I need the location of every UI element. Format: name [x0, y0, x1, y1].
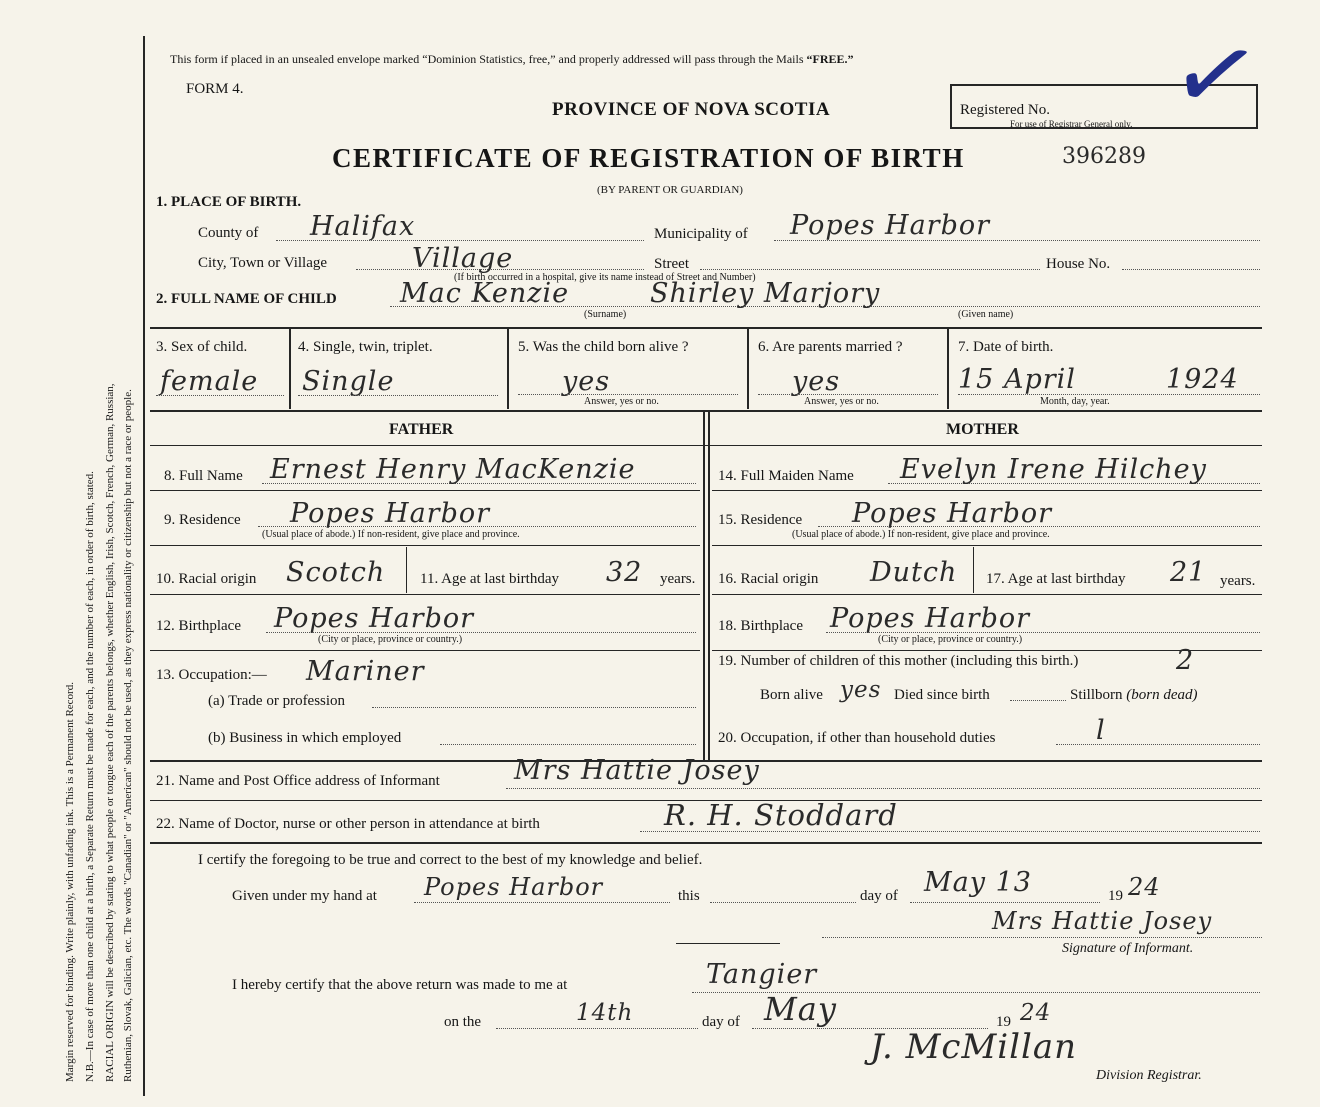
certificate-subtitle: (BY PARENT OR GUARDIAN): [597, 184, 743, 196]
margin-note-multiple-births: N.B.—In case of more than one child at a birth, a Separate Return must be made for each, and the number of each, in order of birth, stated.: [84, 471, 96, 1082]
doctor-value: R. H. Stoddard: [664, 798, 898, 832]
married-caption: Answer, yes or no.: [804, 396, 879, 407]
registered-note: For use of Registrar General only.: [1010, 119, 1133, 129]
mail-notice: This form if placed in an unsealed envelope marked “Dominion Statistics, free,” and properly addressed will pass through the Mails “FREE.”: [170, 52, 854, 66]
dob-year: 1924: [1166, 364, 1239, 395]
mother-rule-1: [712, 490, 1262, 491]
city-value: Village: [412, 243, 514, 274]
registrar-statement: I hereby certify that the above return was made to me at: [232, 977, 568, 993]
county-label: County of: [198, 225, 259, 241]
divider-2: [150, 410, 1262, 412]
mother-birthplace-label: 18. Birthplace: [718, 618, 803, 634]
father-heading: FATHER: [389, 421, 454, 438]
alive-caption: Answer, yes or no.: [584, 396, 659, 407]
father-occupation-value: Mariner: [306, 656, 425, 687]
mother-age-value: 21: [1170, 557, 1207, 588]
col-divider-1: [289, 329, 291, 409]
certificate-title: CERTIFICATE OF REGISTRATION OF BIRTH: [332, 143, 965, 173]
divider-1: [150, 327, 1262, 329]
father-birthplace-label: 12. Birthplace: [156, 618, 241, 634]
city-label: City, Town or Village: [198, 255, 328, 271]
form-number: FORM 4.: [186, 81, 244, 97]
sex-value: female: [160, 366, 259, 397]
col-divider-3: [747, 329, 749, 409]
registrar-year-prefix: 19: [996, 1014, 1011, 1030]
dob-value: 15 April: [958, 364, 1076, 395]
married-line: [758, 394, 938, 395]
registered-number-value: 396289: [1062, 144, 1146, 169]
col-divider-2: [507, 329, 509, 409]
father-name-label: 8. Full Name: [164, 468, 243, 484]
province-heading: PROVINCE OF NOVA SCOTIA: [552, 99, 831, 120]
father-racial-value: Scotch: [286, 557, 386, 588]
father-name-value: Ernest Henry MacKenzie: [270, 454, 636, 485]
mother-occupation-label: 20. Occupation, if other than household duties: [718, 730, 996, 746]
father-racial-label: 10. Racial origin: [156, 571, 257, 587]
plurality-label: 4. Single, twin, triplet.: [298, 339, 433, 355]
divider-4: [150, 842, 1262, 844]
father-rule-1: [150, 490, 700, 491]
mother-occupation-value: l: [1096, 715, 1106, 746]
father-rule-2: [150, 545, 700, 546]
margin-note-racial-origin: RACIAL ORIGIN will be described by stating to what people or tongue each of the parents belongs, whether English, Irish, Scotch, French, German, Russian,: [104, 383, 116, 1082]
surname-caption: (Surname): [584, 309, 627, 320]
father-business-line: [440, 744, 696, 745]
day-of-value: May 13: [924, 867, 1032, 898]
born-alive-label: Born alive: [760, 687, 823, 703]
plurality-value: Single: [302, 366, 395, 397]
this-label: this: [678, 888, 700, 904]
mother-children-value: 2: [1176, 645, 1195, 676]
sex-label: 3. Sex of child.: [156, 339, 248, 355]
mother-birthplace-value: Popes Harbor: [830, 603, 1031, 634]
father-residence-caption: (Usual place of abode.) If non-resident, give place and province.: [262, 529, 520, 540]
child-name-label: 2. FULL NAME OF CHILD: [156, 291, 337, 307]
margin-note-binding: Margin reserved for binding. Write plainly, with unfading ink. This is a Permanent Record.: [64, 682, 76, 1082]
mother-heading: MOTHER: [946, 421, 1019, 438]
year-prefix: 19: [1108, 888, 1123, 904]
father-age-unit: years.: [660, 571, 696, 587]
father-racial-divider: [406, 547, 407, 593]
on-the-line: [496, 1028, 698, 1029]
father-trade-label: (a) Trade or profession: [208, 693, 346, 709]
street-line: [700, 269, 1040, 270]
mother-racial-value: Dutch: [870, 557, 958, 588]
father-residence-value: Popes Harbor: [290, 498, 491, 529]
signature-line: [822, 937, 1262, 938]
this-line: [710, 902, 856, 903]
registrar-place-value: Tangier: [706, 959, 818, 990]
short-rule: [676, 943, 780, 944]
house-line: [1122, 269, 1260, 270]
check-mark-icon: ✓: [1160, 6, 1272, 144]
father-rule-4: [150, 650, 700, 651]
year-value: 24: [1128, 873, 1161, 901]
mother-residence-value: Popes Harbor: [852, 498, 1053, 529]
mother-residence-label: 15. Residence: [718, 512, 803, 528]
child-given-value: Shirley Marjory: [650, 278, 881, 309]
registrar-day-value: 14th: [576, 1000, 634, 1026]
registrar-signature: J. McMillan: [870, 1027, 1078, 1067]
mother-rule-2: [712, 545, 1262, 546]
father-birthplace-value: Popes Harbor: [274, 603, 475, 634]
parents-center-divider-2: [708, 412, 710, 760]
sex-line: [156, 395, 284, 396]
hospital-note: (If birth occurred in a hospital, give its name instead of Street and Number): [454, 272, 756, 283]
given-place-value: Popes Harbor: [424, 873, 604, 901]
day-of-line: [910, 902, 1100, 903]
registrar-caption: Division Registrar.: [1096, 1068, 1202, 1083]
margin-border: [143, 36, 145, 1096]
informant-signature: Mrs Hattie Josey: [992, 907, 1213, 935]
given-name-caption: (Given name): [958, 309, 1014, 320]
doctor-label: 22. Name of Doctor, nurse or other person in attendance at birth: [156, 816, 540, 832]
given-place-line: [414, 902, 670, 903]
mother-birthplace-caption: (City or place, province or country.): [878, 634, 1023, 645]
mother-age-unit: years.: [1220, 573, 1256, 589]
married-label: 6. Are parents married ?: [758, 339, 903, 355]
alive-line: [518, 394, 738, 395]
mother-racial-label: 16. Racial origin: [718, 571, 819, 587]
house-label: House No.: [1046, 256, 1111, 272]
mother-occupation-line: [1056, 744, 1260, 745]
father-trade-line: [372, 707, 696, 708]
registrar-year-value: 24: [1020, 1000, 1052, 1026]
registrar-day-of-label: day of: [702, 1014, 740, 1030]
registered-label: Registered No.: [960, 102, 1050, 118]
informant-line: [506, 788, 1260, 789]
father-residence-label: 9. Residence: [164, 512, 241, 528]
father-birthplace-caption: (City or place, province or country.): [318, 634, 463, 645]
parents-center-divider: [703, 412, 705, 760]
margin-note-nationality: Ruthenian, Slovak, Galician, etc. The words "Canadian" or "American" should not be used, as they express nationality or citizenship but not a race or people.: [122, 389, 134, 1082]
mother-children-label: 19. Number of children of this mother (including this birth.): [718, 653, 1079, 669]
on-the-label: on the: [444, 1014, 482, 1030]
parents-heading-rule: [150, 445, 1262, 446]
municipality-label: Municipality of: [654, 226, 748, 242]
municipality-value: Popes Harbor: [790, 210, 991, 241]
informant-label: 21. Name and Post Office address of Informant: [156, 773, 440, 789]
street-label: Street: [654, 256, 689, 272]
father-rule-3: [150, 594, 700, 595]
given-label: Given under my hand at: [232, 888, 377, 904]
mother-rule-3: [712, 594, 1262, 595]
stillborn-label: Stillborn (born dead): [1070, 687, 1198, 703]
married-value: yes: [792, 366, 841, 397]
informant-value: Mrs Hattie Josey: [514, 755, 760, 786]
alive-label: 5. Was the child born alive ?: [518, 339, 689, 355]
born-alive-value: yes: [840, 677, 882, 703]
died-label: Died since birth: [894, 687, 990, 703]
mother-name-label: 14. Full Maiden Name: [718, 468, 854, 484]
signature-caption: Signature of Informant.: [1062, 941, 1194, 956]
day-of-label: day of: [860, 888, 898, 904]
child-surname-value: Mac Kenzie: [400, 278, 570, 309]
plurality-line: [298, 395, 498, 396]
father-occupation-label: 13. Occupation:—: [156, 667, 267, 683]
col-divider-4: [947, 329, 949, 409]
certify-statement: I certify the foregoing to be true and correct to the best of my knowledge and belief.: [198, 852, 703, 868]
father-business-label: (b) Business in which employed: [208, 730, 402, 746]
mother-age-label: 17. Age at last birthday: [986, 571, 1126, 587]
father-age-label: 11. Age at last birthday: [420, 571, 559, 587]
county-value: Halifax: [310, 211, 416, 242]
registrar-month-value: May: [764, 990, 837, 1028]
dob-line: [958, 394, 1260, 395]
mother-residence-caption: (Usual place of abode.) If non-resident, give place and province.: [792, 529, 1050, 540]
father-age-value: 32: [606, 557, 643, 588]
dob-caption: Month, day, year.: [1040, 396, 1110, 407]
place-heading: 1. PLACE OF BIRTH.: [156, 194, 302, 210]
dob-label: 7. Date of birth.: [958, 339, 1054, 355]
died-line: [1010, 700, 1066, 701]
mother-name-value: Evelyn Irene Hilchey: [900, 454, 1207, 485]
mother-racial-divider: [973, 547, 974, 593]
alive-value: yes: [562, 366, 611, 397]
